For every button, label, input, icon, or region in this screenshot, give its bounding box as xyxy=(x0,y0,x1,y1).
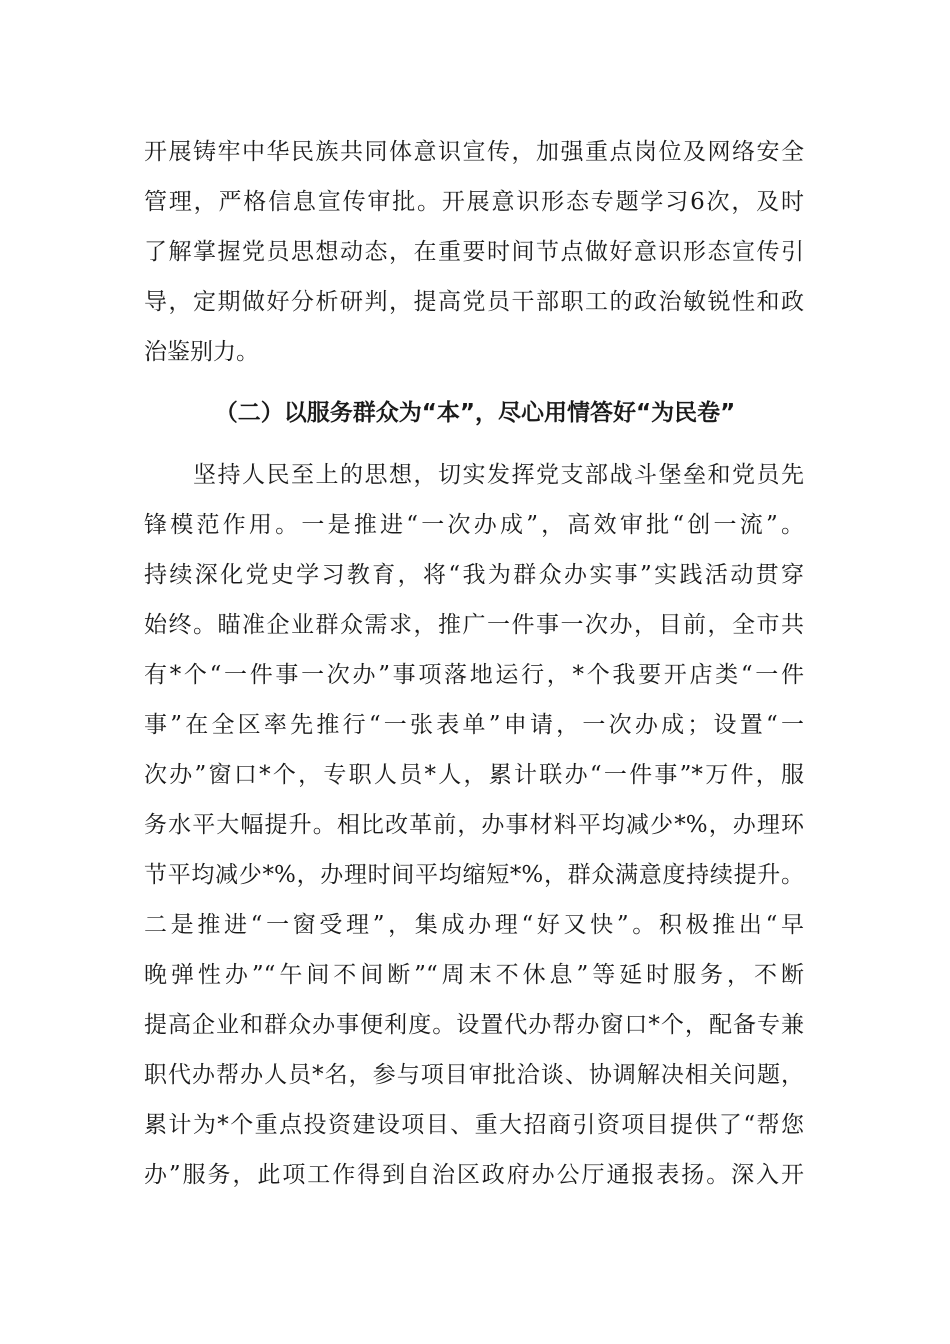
body-text-line: 次办”窗口*个，专职人员*人，累计联办“一件事”*万件，服 xyxy=(144,762,804,788)
body-text-line: 管理，严格信息宣传审批。开展意识形态专题学习6次，及时 xyxy=(144,189,804,215)
body-text-line: 锋模范作用。一是推进“一次办成”，高效审批“创一流”。 xyxy=(144,512,804,538)
body-text-line: 二是推进“一窗受理”，集成办理“好又快”。积极推出“早 xyxy=(144,912,804,938)
body-text-line: 导，定期做好分析研判，提高党员干部职工的政治敏锐性和政 xyxy=(144,289,804,315)
body-text-line: 事”在全区率先推行“一张表单”申请，一次办成；设置“一 xyxy=(144,712,804,738)
body-text-line: 提高企业和群众办事便利度。设置代办帮办窗口*个，配备专兼 xyxy=(144,1012,804,1038)
body-text-line: 治鉴别力。 xyxy=(144,339,259,365)
body-text-line: 节平均减少*%，办理时间平均缩短*%，群众满意度持续提升。 xyxy=(144,862,804,888)
body-text-line: 始终。瞄准企业群众需求，推广一件事一次办，目前，全市共 xyxy=(144,612,804,638)
body-text-line: 办”服务，此项工作得到自治区政府办公厅通报表扬。深入开 xyxy=(144,1162,804,1188)
body-text-line: 了解掌握党员思想动态，在重要时间节点做好意识形态宣传引 xyxy=(144,239,804,265)
body-text-line: 坚持人民至上的思想，切实发挥党支部战斗堡垒和党员先 xyxy=(144,462,804,488)
body-text-line: 开展铸牢中华民族共同体意识宣传，加强重点岗位及网络安全 xyxy=(144,139,804,165)
body-text-line: 持续深化党史学习教育，将“我为群众办实事”实践活动贯穿 xyxy=(144,562,804,588)
body-text-line: 职代办帮办人员*名，参与项目审批洽谈、协调解决相关问题， xyxy=(144,1062,804,1088)
body-text-line: 有*个“一件事一次办”事项落地运行，*个我要开店类“一件 xyxy=(144,662,804,688)
body-text-line: 晚弹性办”“午间不间断”“周末不休息”等延时服务，不断 xyxy=(144,962,804,988)
body-text-line: 累计为*个重点投资建设项目、重大招商引资项目提供了“帮您 xyxy=(144,1112,804,1138)
body-text-line: 务水平大幅提升。相比改革前，办事材料平均减少*%，办理环 xyxy=(144,812,804,838)
section-heading: （二）以服务群众为“本”，尽心用情答好“为民卷” xyxy=(214,400,736,426)
